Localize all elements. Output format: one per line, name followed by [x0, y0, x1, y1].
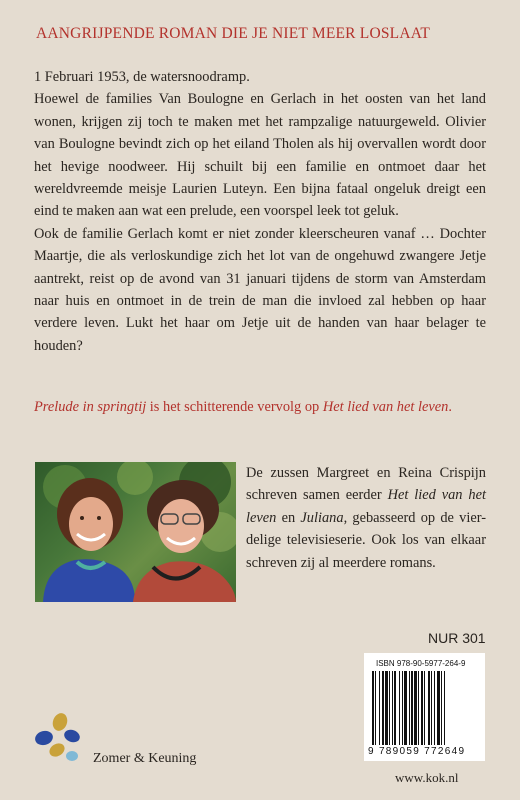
author-bio-text: De zussen Margreet en Reina Crispijn schreven samen eerder [246, 465, 486, 504]
publisher-name: Zomer & Keuning [93, 751, 197, 766]
publisher-logo-icon [34, 712, 82, 764]
barcode-bars [372, 671, 478, 745]
book-title-juliana: Juliana [300, 509, 344, 526]
blurb-paragraph-2: Hoewel de families Van Boulogne en Gerlach in het oosten van het land wonen, krijgen zij toch te maken met het rampzalige natuurgeweld. Olivier van Boulogne bevindt zich op het eiland Tholen als hij overvallen wordt door het hevige noodweer. Hij schuilt bij een familie en ontmoet daar het wereldvreemde meisje Laurien Luteyn. Een bijna fataal ongeluk dreigt een eind te maken aan wat een prelude, een voorspel leek tot geluk. [34, 91, 486, 220]
blurb [34, 66, 486, 357]
sequel-note [34, 396, 486, 418]
author-photo-illustration [35, 462, 236, 602]
book-title: Prelude in springtij [34, 399, 147, 415]
previous-book-title: Het lied van het leven [322, 399, 449, 415]
sequel-end: . [448, 399, 452, 415]
author-photo [35, 462, 236, 602]
blurb-paragraph-1: 1 Februari 1953, de watersnoodramp. [34, 69, 250, 85]
author-bio-text: , gebasseerd op de vier-delige televisieserie. Ook los van elkaar schreven zij al meerdere romans. [246, 509, 487, 571]
isbn-text: ISBN 978-90-5977-264-9 [376, 659, 466, 668]
tagline: AANGRIJPENDE ROMAN DIE JE NIET MEER LOSLAAT [36, 25, 431, 42]
previous-book-title: Het lied van het leven [246, 487, 486, 526]
author-bio [246, 462, 486, 574]
nur-code: NUR 301 [428, 630, 486, 646]
blurb-paragraph-3: Ook de familie Gerlach komt er niet zonder kleerscheuren vanaf … Dochter Maartje, die als verloskundige zich het lot van de ongehuwd zwangere Jetje aantrekt, reist op de avond van 31 januari tijdens de storm van Amsterdam naar huis en ontmoet in de trein de man die invloed zal hebben op haar verdere leven. Lukt het haar om Jetje uit de handen van haar belager te houden? [34, 225, 486, 354]
sequel-text: is het schitterende vervolg op [146, 399, 323, 415]
barcode [364, 653, 485, 761]
isbn-digits: 9 789059 772649 [368, 746, 466, 757]
publisher-website: www.kok.nl [395, 770, 459, 785]
author-bio-text: en [276, 509, 301, 526]
